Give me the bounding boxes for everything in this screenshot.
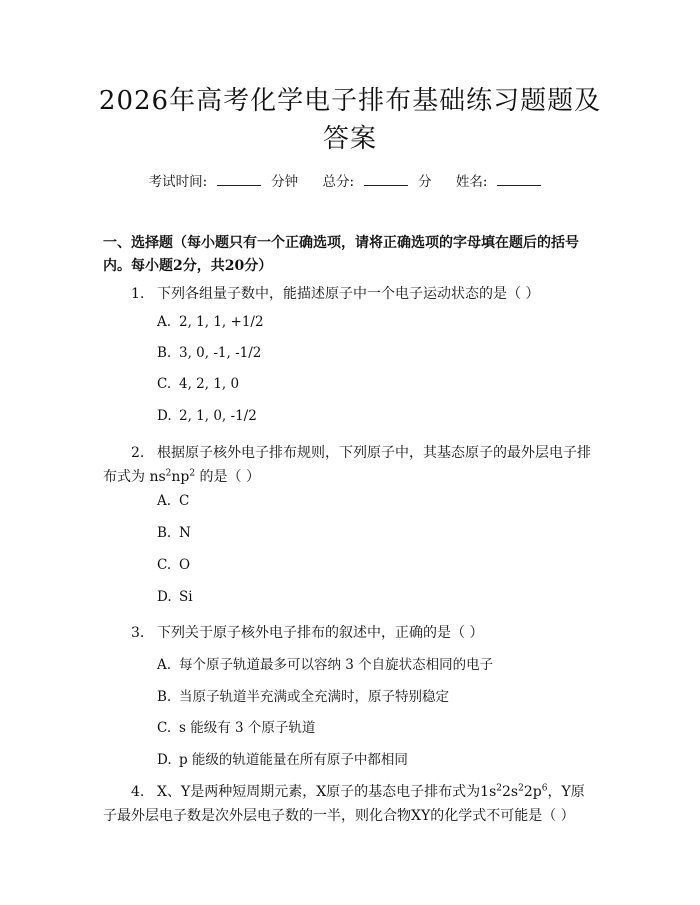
score-unit: 分 (418, 174, 432, 190)
option-text: 当原子轨道半充满或全充满时，原子特别稳定 (179, 689, 449, 705)
option-3d (157, 748, 408, 768)
superscript: 6 (541, 783, 548, 794)
question-text: X、Y是两种短周期元素，X原子的基态电子排布式为1s (157, 784, 497, 800)
option-text: 4, 2, 1, 0 (179, 376, 240, 392)
question-number: 2. (131, 445, 145, 461)
option-1b (157, 345, 261, 361)
question-text: 根据原子核外电子排布规则，下列原子中，其基态原子的最外层电子排布式为 ns (103, 445, 591, 485)
option-text: p 能级的轨道能量在所有原子中都相同 (179, 752, 408, 768)
option-3a (157, 653, 493, 673)
option-text: Si (179, 589, 193, 605)
option-letter: C. (157, 376, 172, 392)
option-text: C (179, 493, 190, 509)
question-text: 2p (523, 784, 542, 800)
option-letter: C. (157, 720, 172, 736)
name-label: 姓名: (455, 174, 488, 190)
question-text: ，Y原子最外层电子数是次外层电子数的一半，则化合物XY的化学式不可能是（ ） (103, 784, 585, 824)
question-1 (103, 282, 593, 306)
option-text: 2, 1, 1, +1/2 (179, 314, 264, 330)
question-text: 下列关于原子核外电子排布的叙述中，正确的是（ ） (157, 625, 484, 641)
superscript: 2 (165, 468, 172, 479)
time-unit: 分钟 (271, 174, 299, 190)
option-letter: B. (157, 525, 172, 541)
option-1d (157, 408, 257, 424)
option-letter: A. (157, 657, 172, 673)
question-number: 4. (131, 784, 145, 800)
option-2c (157, 557, 190, 573)
option-2a (157, 493, 189, 509)
question-3 (103, 621, 593, 645)
option-text: N (179, 525, 191, 541)
option-2b (157, 525, 191, 541)
option-letter: A. (157, 493, 172, 509)
option-2d (157, 589, 193, 605)
page-title: 2026年高考化学电子排布基础练习题题及答案 (98, 86, 602, 154)
question-text: 2s (502, 784, 519, 800)
option-text: s 能级有 3 个原子轨道 (179, 720, 316, 736)
exam-time (149, 170, 299, 190)
student-name (456, 170, 552, 190)
option-letter: D. (157, 589, 172, 605)
option-text: 每个原子轨道最多可以容纳 3 个自旋状态相同的电子 (179, 657, 494, 673)
option-text: 2, 1, 0, -1/2 (179, 408, 257, 424)
section-heading: 一、选择题（每小题只有一个正确选项，请将正确选项的字母填在题后的括号内。每小题2分，共20分） (103, 235, 579, 274)
option-letter: B. (157, 345, 172, 361)
question-2 (103, 441, 593, 489)
question-number: 3. (131, 625, 145, 641)
superscript: 2 (496, 783, 503, 794)
question-4 (103, 780, 593, 828)
question-text: np (171, 469, 190, 485)
option-letter: A. (157, 314, 172, 330)
option-3b (157, 685, 449, 705)
question-text: 下列各组量子数中，能描述原子中一个电子运动状态的是（ ） (157, 286, 540, 302)
superscript: 2 (189, 468, 196, 479)
option-letter: D. (157, 408, 172, 424)
score-blank (364, 173, 408, 186)
option-1c (157, 376, 239, 392)
total-score (322, 170, 431, 190)
time-label: 考试时间: (148, 174, 208, 190)
option-text: O (179, 557, 191, 573)
name-blank (497, 173, 541, 186)
option-3c (157, 716, 315, 736)
score-label: 总分: (322, 174, 355, 190)
option-text: 3, 0, -1, -1/2 (179, 345, 262, 361)
option-letter: B. (157, 689, 172, 705)
question-text: 的是（ ） (195, 469, 261, 485)
superscript: 2 (518, 783, 524, 794)
time-blank (217, 173, 261, 186)
question-number: 1. (131, 286, 145, 302)
option-1a (157, 314, 264, 330)
option-letter: C. (157, 557, 172, 573)
exam-info (0, 170, 700, 190)
option-letter: D. (157, 752, 172, 768)
